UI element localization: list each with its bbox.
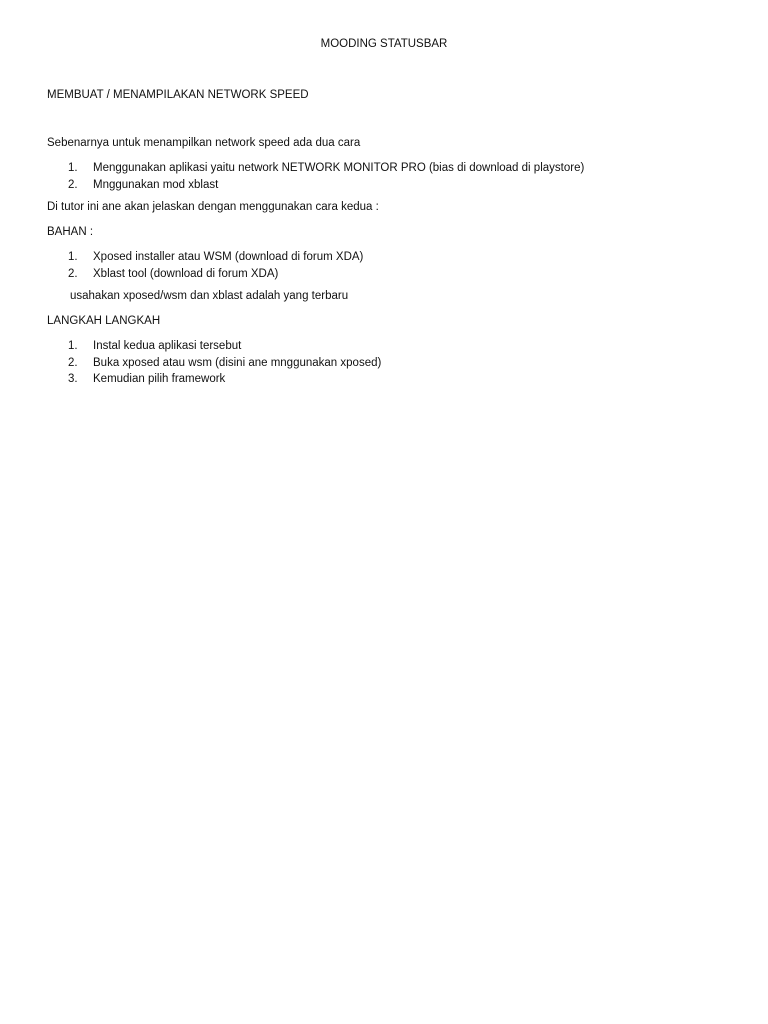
list-item (68, 371, 381, 388)
list-number: 1. (68, 251, 78, 263)
steps-heading: LANGKAH LANGKAH (47, 315, 161, 327)
materials-heading: BAHAN : (47, 226, 94, 238)
list-item (68, 266, 363, 283)
list-text: Instal kedua aplikasi tersebut (93, 340, 242, 352)
list-text: Buka xposed atau wsm (disini ane mnggunakan xposed) (93, 356, 382, 369)
steps-list (68, 338, 381, 388)
materials-note: usahakan xposed/wsm dan xblast adalah yang terbaru (70, 290, 349, 302)
materials-list (68, 249, 363, 282)
list-number: 2. (68, 267, 78, 280)
list-item (68, 160, 584, 177)
list-number: 2. (68, 356, 78, 369)
methods-list (68, 160, 584, 193)
list-item (68, 249, 363, 266)
list-number: 1. (68, 162, 78, 174)
list-item (68, 177, 584, 194)
list-number: 2. (68, 178, 78, 191)
section-subtitle: MEMBUAT / MENAMPILAKAN NETWORK SPEED (47, 89, 309, 101)
list-text: Kemudian pilih framework (93, 373, 226, 385)
list-text: Menggunakan aplikasi yaitu network NETWORK MONITOR PRO (bias di download di playstore) (93, 162, 585, 174)
list-number: 1. (68, 340, 78, 352)
list-text: Xblast tool (download di forum XDA) (93, 267, 279, 280)
list-text: Mnggunakan mod xblast (93, 178, 219, 191)
intro-paragraph: Sebenarnya untuk menampilkan network speed ada dua cara (47, 137, 361, 149)
document-title: MOODING STATUSBAR (320, 38, 448, 50)
list-item (68, 355, 381, 372)
list-item (68, 338, 381, 355)
list-number: 3. (68, 373, 78, 385)
tutorial-note: Di tutor ini ane akan jelaskan dengan menggunakan cara kedua : (47, 201, 379, 213)
list-text: Xposed installer atau WSM (download di forum XDA) (93, 251, 364, 263)
